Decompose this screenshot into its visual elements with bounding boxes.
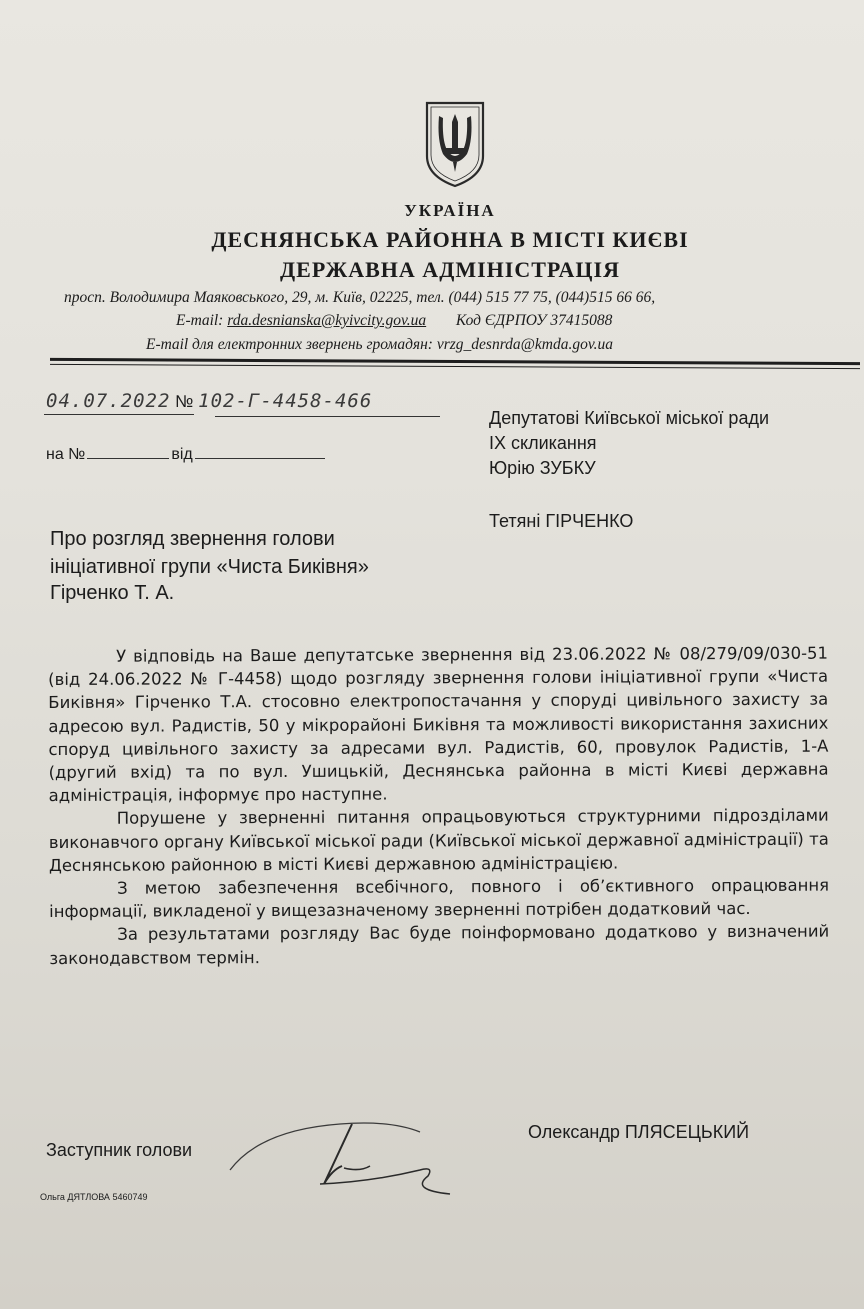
header-rule-thin (50, 364, 860, 369)
subject-line1: Про розгляд звернення голови (50, 528, 335, 550)
recipient-name-2: Тетяні ГІРЧЕНКО (489, 511, 634, 531)
number-label: № (175, 392, 194, 411)
organization-name-line2: ДЕРЖАВНА АДМІНІСТРАЦІЯ (280, 257, 620, 282)
body-paragraph-1: У відповідь на Ваше депутатське звернення від 23.06.2022 № 08/279/09/030-51 (від 24.06.2022 № Г-4458) щодо розгляду звернення голови ініціативної групи «Чиста Биківня» Гірченко Т.А. стосовно електропостачання у споруді цивільного захисту за адресою вул. Радистів, 50 у мікрорайоні Биківня та можливості використання захисних споруд цивільного захисту за адресами вул. Радистів, 60, провулок Радистів, 1-А (другий вхід) та по вул. Ушицькій, Деснянська районна в місті Києві державна адміністрація, інформує про наступне. (48, 643, 829, 806)
date-underline (44, 414, 194, 415)
registration-number: 102-Г-4458-466 (198, 390, 373, 412)
contact-line (176, 312, 612, 330)
organization-name-line1: ДЕСНЯНСЬКА РАЙОННА В МІСТІ КИЄВІ (211, 227, 689, 252)
recipient-name: Юрію ЗУБКУ (489, 458, 596, 478)
subject-line2: ініціативної групи «Чиста Биківня» (50, 556, 369, 578)
executor-phone: 5460749 (112, 1192, 148, 1202)
country-name: УКРАЇНА (404, 201, 496, 220)
body-paragraph-2: Порушене у зверненні питання опрацьовуються структурними підрозділами виконавчого органу Київської міської ради (Київської міської державної адміністрації) та Деснянською районною в місті Києві державною адміністрацією. (48, 806, 829, 875)
number-underline (215, 416, 440, 417)
signatory-name: Олександр ПЛЯСЕЦЬКИЙ (528, 1122, 750, 1142)
subject-line3: Гірченко Т. А. (50, 582, 175, 604)
registration-date: 04.07.2022 (46, 390, 171, 412)
ref-date-blank (195, 458, 325, 459)
email-label: E-mail: (176, 312, 224, 329)
citizen-email-line (146, 336, 613, 354)
address-line: просп. Володимира Маяковського, 29, м. Київ, 02225, тел. (044) 515 77 75, (044)515 66 66, (64, 289, 656, 306)
citizen-email-label: E-mail для електронних звернень громадян: (146, 336, 433, 353)
ref-from-label: від (171, 446, 193, 463)
edrpou-code: Код ЄДРПОУ 37415088 (455, 312, 613, 329)
body-paragraph-3: З метою забезпечення всебічного, повного і об’єктивного опрацювання інформації, викладеної у вищезазначеному зверненні потрібен додатковий час. (49, 875, 830, 922)
email-link[interactable]: rda.desnianska@kyivcity.gov.ua (227, 312, 427, 329)
reference-line (46, 446, 325, 464)
executor-info (40, 1192, 148, 1202)
handwritten-signature (220, 1110, 460, 1205)
letter-body (48, 642, 829, 970)
executor-name: Ольга ДЯТЛОВА (40, 1192, 110, 1202)
ref-number-label: на № (46, 446, 86, 463)
signatory-title: Заступник голови (46, 1140, 193, 1160)
recipient-convocation: IX скликання (489, 433, 597, 453)
body-paragraph-4: За результатами розгляду Вас буде поінформовано додатково у визначений законодавством термін. (49, 922, 830, 968)
trident-coat-of-arms-icon (423, 100, 487, 193)
recipient-position: Депутатові Київської міської ради (489, 408, 770, 428)
ref-number-blank (87, 458, 169, 459)
registration-line (46, 390, 372, 413)
citizen-email-link[interactable]: vrzg_desnrda@kmda.gov.ua (436, 336, 613, 353)
